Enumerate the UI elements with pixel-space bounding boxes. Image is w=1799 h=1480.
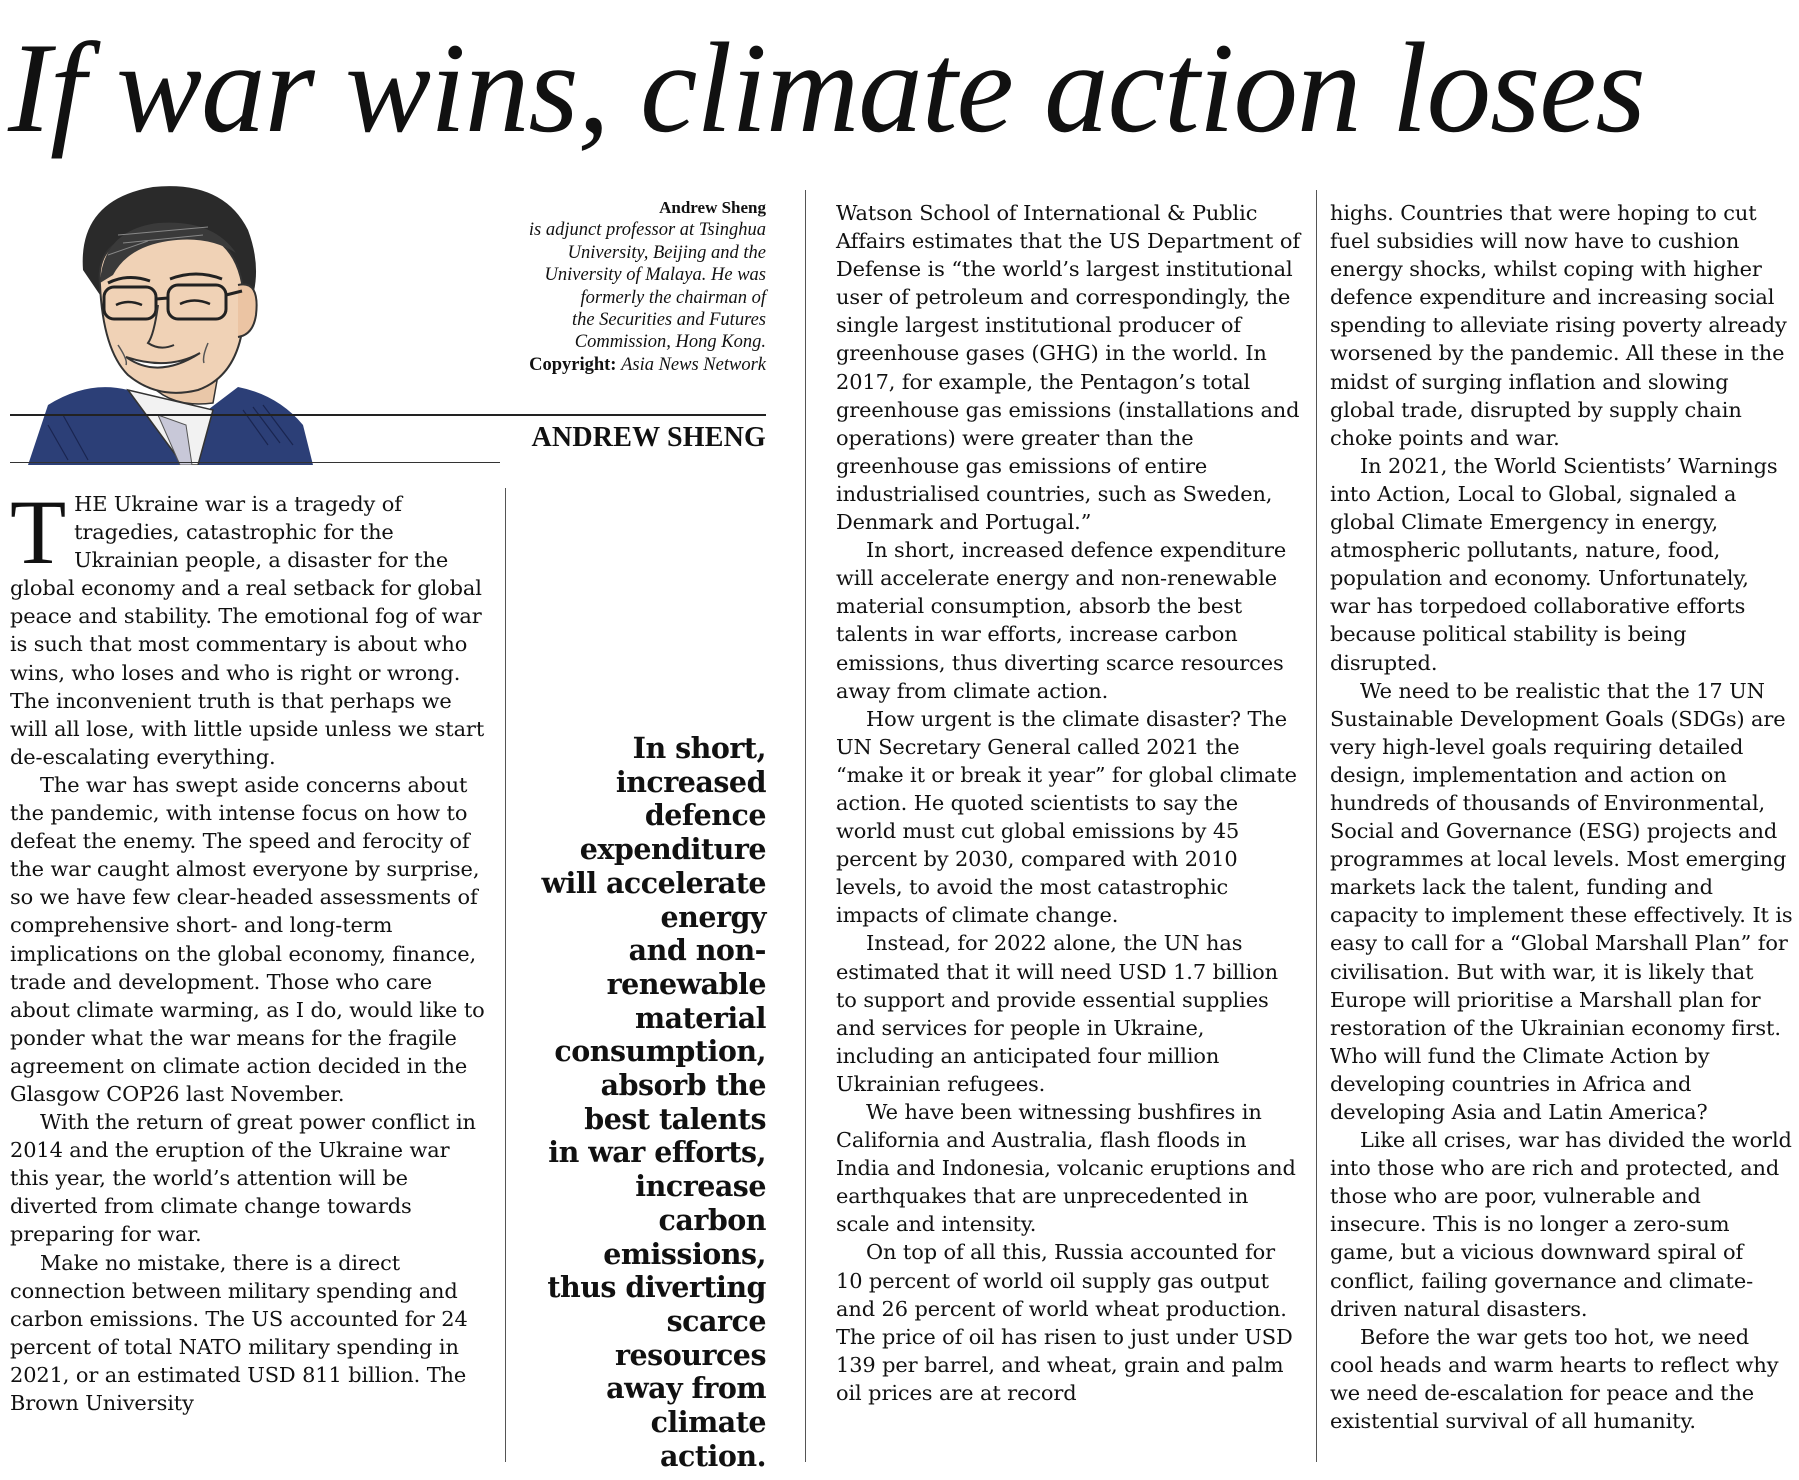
article-paragraph: In short, increased defence expenditure will accelerate energy and non-renewable material consumption, absorb the best talents in war efforts, increase carbon emissions, thus diverting scarce resources away from climate action.	[836, 538, 1287, 703]
pull-quote-line: thus diverting	[547, 1270, 766, 1305]
article-paragraph: highs. Countries that were hoping to cut fuel subsidies will now have to cushion energy shocks, whilst coping with higher defence expenditure and increasing social spending to alleviate rising poverty already worsened by the pandemic. All these in the midst of surging inflation and slowing global trade, disrupted by supply chain choke points and war.	[1330, 201, 1787, 450]
article-paragraph: Instead, for 2022 alone, the UN has estimated that it will need USD 1.7 billion to support and provide essential supplies and services for people in Ukraine, including an anticipated four million Ukrainian refugees.	[836, 931, 1279, 1096]
byline: ANDREW SHENG	[531, 422, 766, 453]
pull-quote-line: climate	[650, 1405, 766, 1440]
article-paragraph: How urgent is the climate disaster? The UN Secretary General called 2021 the “make it or break it year” for global climate action. He quoted scientists to say the world must cut global emissions by 45 percent by 2030, compared with 2010 levels, to avoid the most catastrophic impacts of climate change.	[836, 706, 1297, 928]
pull-quote-line: best talents	[584, 1101, 766, 1136]
article-paragraph	[10, 481, 490, 771]
article-paragraph: Before the war gets too hot, we need cool heads and warm hearts to reflect why we need de-escalation for peace and the existential survival of all humanity.	[1330, 1324, 1779, 1434]
pull-quote	[520, 732, 766, 1473]
author-bio-line: the Securities and Futures	[571, 310, 766, 331]
author-name: Andrew Sheng	[659, 198, 766, 217]
pull-quote-line: will accelerate	[541, 865, 766, 900]
article-paragraph: On top of all this, Russia accounted for 10 percent of world oil supply gas output and 26 percent of world wheat production. The price of oil has risen to just under USD 139 per barrel, and wheat, grain and palm oil prices are at record	[836, 1240, 1293, 1405]
article-paragraph: With the return of great power conflict in 2014 and the eruption of the Ukraine war this year, the world’s attention will be diverted from climate change towards preparing for war.	[10, 1110, 476, 1247]
pull-quote-line: absorb the	[600, 1068, 766, 1103]
author-bio-line: University of Malaya. He was	[544, 265, 766, 286]
author-bio-line: University, Beijing and the	[567, 242, 766, 263]
column-divider	[505, 488, 506, 1462]
pull-quote-line: In short,	[632, 731, 766, 765]
article-paragraph: Like all crises, war has divided the world into those who are rich and protected, and those who are poor, vulnerable and insecure. This is no longer a zero-sum game, but a vicious downward spiral of conflict, failing governance and climate-driven natural disasters.	[1330, 1128, 1792, 1321]
pull-quote-line: carbon	[658, 1202, 766, 1237]
article-column-1	[10, 481, 490, 1417]
pull-quote-line: increase	[635, 1169, 766, 1204]
author-bio-line: Commission, Hong Kong.	[574, 332, 766, 353]
column-top-rule	[10, 462, 500, 463]
pull-quote-line: scarce	[666, 1303, 766, 1338]
article-paragraph: We have been witnessing bushfires in California and Australia, flash floods in India and Indonesia, volcanic eruptions and earthquakes that are unprecedented in scale and intensity.	[836, 1100, 1296, 1237]
author-bio-line: is adjunct professor at Tsinghua	[528, 220, 766, 241]
author-portrait-illustration	[8, 175, 313, 465]
copyright-label: Copyright:	[529, 354, 617, 375]
article-column-3	[836, 199, 1301, 1407]
author-bio	[330, 197, 766, 376]
pull-quote-line: expenditure	[579, 832, 766, 867]
author-bio-line: formerly the chairman of	[580, 287, 766, 308]
article-paragraph: The war has swept aside concerns about the pandemic, with intense focus on how to defeat the enemy. The speed and ferocity of the war caught almost everyone by surprise, so we have few clear-headed assessments of comprehensive short- and long-term implications on the global economy, finance, trade and development. Those who care about climate warming, as I do, would like to ponder what the war means for the fragile agreement on climate action decided in the Glasgow COP26 last November.	[10, 772, 485, 1106]
pull-quote-line: material	[634, 1000, 766, 1035]
pull-quote-line: away from	[606, 1371, 766, 1406]
pull-quote-line: in war efforts,	[548, 1135, 766, 1170]
article-paragraph: Make no mistake, there is a direct connection between military spending and carbon emissions. The US accounted for 24 percent of total NATO military spending in 2021, or an estimated USD 811 billion. The Brown University	[10, 1250, 468, 1415]
pull-quote-line: energy	[660, 899, 766, 934]
pull-quote-line: resources	[615, 1337, 766, 1372]
paragraph-text: HE Ukraine war is a tragedy of tragedies, catastrophic for the Ukrainian people, a disaster for the global economy and a real setback for global peace and stability. The emotional fog of war is such that most commentary is about who wins, who loses and who is right or wrong. The inconvenient truth is that perhaps we will all lose, with little upside unless we start de-escalating everything.	[10, 492, 485, 769]
byline-rule	[10, 414, 766, 416]
pull-quote-line: defence	[644, 798, 766, 833]
article-paragraph: We need to be realistic that the 17 UN Sustainable Development Goals (SDGs) are very high-level goals requiring detailed design, implementation and action on hundreds of thousands of Environmental, Social and Governance (ESG) projects and programmes at local levels. Most emerging markets lack the talent, funding and capacity to implement these effectively. It is easy to call for a “Global Marshall Plan” for civilisation. But with war, it is likely that Europe will prioritise a Marshall plan for restoration of the Ukrainian economy first. Who will fund the Climate Action by developing countries in Africa and developing Asia and Latin America?	[1330, 678, 1793, 1124]
article-paragraph: In 2021, the World Scientists’ Warnings into Action, Local to Global, signaled a global Climate Emergency in energy, atmospheric pollutants, nature, food, population and economy. Unfortunately, war has torpedoed collaborative efforts because political stability is being disrupted.	[1330, 453, 1778, 675]
pull-quote-line: and non-	[628, 933, 766, 968]
pull-quote-line: consumption,	[554, 1034, 766, 1069]
pull-quote-line: renewable	[606, 966, 766, 1001]
column-divider	[805, 190, 806, 1462]
headline: If war wins, climate action loses	[8, 16, 1645, 159]
article-paragraph: Watson School of International & Public Affairs estimates that the US Department of Defense is “the world’s largest institutional user of petroleum and correspondingly, the single largest institutional producer of greenhouse gases (GHG) in the world. In 2017, for example, the Pentagon’s total greenhouse gas emissions (installations and operations) were greater than the greenhouse gas emissions of entire industrialised countries, such as Sweden, Denmark and Portugal.”	[836, 201, 1300, 535]
article-column-4	[1330, 199, 1795, 1435]
pull-quote-line: emissions,	[603, 1236, 766, 1271]
pull-quote-line: action.	[660, 1438, 766, 1473]
pull-quote-line: increased	[615, 764, 766, 799]
copyright-line	[330, 354, 766, 376]
column-divider	[1316, 190, 1317, 1462]
drop-cap: T	[10, 481, 67, 583]
copyright-value: Asia News Network	[621, 354, 766, 375]
